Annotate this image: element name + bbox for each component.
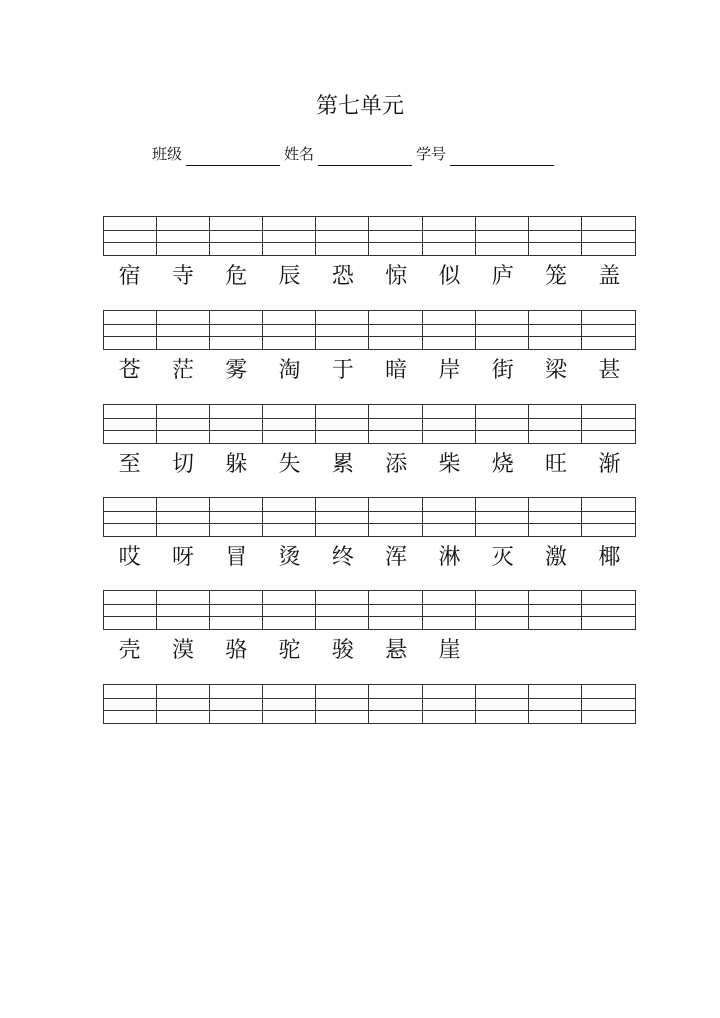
character: 躲 <box>225 452 248 477</box>
grid-cell[interactable] <box>582 405 635 419</box>
character: 柴 <box>438 452 461 477</box>
grid-cell[interactable] <box>423 711 476 723</box>
grid-cell[interactable] <box>316 337 369 349</box>
grid-cell[interactable] <box>476 685 529 699</box>
grid-cell[interactable] <box>316 217 369 231</box>
grid-cell[interactable] <box>316 431 369 443</box>
grid-cell[interactable] <box>423 524 476 536</box>
grid-cell[interactable] <box>369 524 422 536</box>
grid-cell[interactable] <box>104 217 157 231</box>
grid-cell[interactable] <box>157 405 210 419</box>
character: 茫 <box>171 358 194 383</box>
grid-cell[interactable] <box>369 685 422 699</box>
grid-cell[interactable] <box>210 498 263 512</box>
grid-cell[interactable] <box>476 325 529 337</box>
grid-cell[interactable] <box>104 231 157 243</box>
character: 添 <box>385 452 408 477</box>
grid-cell[interactable] <box>210 325 263 337</box>
grid-cell[interactable] <box>210 311 263 325</box>
grid-cell[interactable] <box>582 325 635 337</box>
grid-cell[interactable] <box>529 419 582 431</box>
grid-cell[interactable] <box>582 699 635 711</box>
character: 壳 <box>118 638 141 663</box>
grid-cell[interactable] <box>104 685 157 699</box>
grid-cell[interactable] <box>369 405 422 419</box>
grid-cell[interactable] <box>104 605 157 617</box>
grid-cell[interactable] <box>529 311 582 325</box>
grid-cell[interactable] <box>582 711 635 723</box>
grid-cell[interactable] <box>104 419 157 431</box>
character-row-5 <box>103 633 636 669</box>
grid-cell[interactable] <box>157 498 210 512</box>
grid-cell[interactable] <box>529 231 582 243</box>
grid-cell[interactable] <box>104 498 157 512</box>
grid-cell[interactable] <box>476 512 529 524</box>
character: 失 <box>278 452 301 477</box>
grid-cell[interactable] <box>529 325 582 337</box>
grid-cell[interactable] <box>157 217 210 231</box>
grid-cell[interactable] <box>104 325 157 337</box>
grid-cell[interactable] <box>157 512 210 524</box>
character: 冒 <box>225 545 248 570</box>
grid-cell[interactable] <box>423 699 476 711</box>
grid-cell[interactable] <box>210 591 263 605</box>
grid-cell[interactable] <box>423 419 476 431</box>
grid-cell[interactable] <box>104 524 157 536</box>
character: 灭 <box>491 545 514 570</box>
character: 暗 <box>385 358 408 383</box>
grid-cell[interactable] <box>157 231 210 243</box>
character: 寺 <box>171 264 194 289</box>
character: 惊 <box>385 264 408 289</box>
grid-cell[interactable] <box>529 337 582 349</box>
character: 骆 <box>225 638 248 663</box>
grid-cell[interactable] <box>582 243 635 255</box>
grid-cell[interactable] <box>582 337 635 349</box>
grid-cell[interactable] <box>263 685 316 699</box>
character: 终 <box>331 545 354 570</box>
grid-cell[interactable] <box>316 711 369 723</box>
grid-cell[interactable] <box>423 512 476 524</box>
grid-cell[interactable] <box>157 711 210 723</box>
grid-cell[interactable] <box>210 419 263 431</box>
character: 浑 <box>385 545 408 570</box>
grid-cell[interactable] <box>476 524 529 536</box>
character: 漠 <box>171 638 194 663</box>
grid-cell[interactable] <box>316 524 369 536</box>
character: 骏 <box>331 638 354 663</box>
grid-cell[interactable] <box>104 431 157 443</box>
grid-cell[interactable] <box>582 524 635 536</box>
grid-cell[interactable] <box>263 524 316 536</box>
grid-cell[interactable] <box>104 699 157 711</box>
grid-cell[interactable] <box>316 405 369 419</box>
grid-cell[interactable] <box>263 231 316 243</box>
grid-cell[interactable] <box>210 337 263 349</box>
grid-cell[interactable] <box>476 419 529 431</box>
grid-cell[interactable] <box>369 431 422 443</box>
grid-cell[interactable] <box>582 605 635 617</box>
character: 烫 <box>278 545 301 570</box>
grid-cell[interactable] <box>529 591 582 605</box>
grid-cell[interactable] <box>210 431 263 443</box>
grid-cell[interactable] <box>104 243 157 255</box>
grid-cell[interactable] <box>582 512 635 524</box>
grid-cell[interactable] <box>263 617 316 629</box>
character: 盖 <box>598 264 621 289</box>
character-row-1 <box>103 259 636 295</box>
character: 恐 <box>331 264 354 289</box>
grid-cell[interactable] <box>476 231 529 243</box>
grid-cell[interactable] <box>316 512 369 524</box>
grid-cell[interactable] <box>423 617 476 629</box>
character: 岸 <box>438 358 461 383</box>
writing-grid-2 <box>103 310 636 350</box>
character: 辰 <box>278 264 301 289</box>
name-blank[interactable] <box>318 149 412 166</box>
grid-cell[interactable] <box>529 512 582 524</box>
writing-grid-6 <box>103 684 636 724</box>
grid-cell[interactable] <box>210 512 263 524</box>
character: 至 <box>118 452 141 477</box>
grid-cell[interactable] <box>104 591 157 605</box>
grid-cell[interactable] <box>529 711 582 723</box>
grid-cell[interactable] <box>316 498 369 512</box>
grid-cell[interactable] <box>423 325 476 337</box>
grid-cell[interactable] <box>157 605 210 617</box>
grid-cell[interactable] <box>582 419 635 431</box>
grid-cell[interactable] <box>210 231 263 243</box>
grid-cell[interactable] <box>316 685 369 699</box>
grid-cell[interactable] <box>316 617 369 629</box>
grid-cell[interactable] <box>210 699 263 711</box>
writing-grid-3 <box>103 404 636 444</box>
grid-cell[interactable] <box>104 617 157 629</box>
character: 笼 <box>545 264 568 289</box>
character: 苍 <box>118 358 141 383</box>
character: 甚 <box>598 358 621 383</box>
character: 哎 <box>118 545 141 570</box>
grid-cell[interactable] <box>423 685 476 699</box>
character-row-2 <box>103 353 636 389</box>
grid-cell[interactable] <box>104 405 157 419</box>
grid-cell[interactable] <box>263 431 316 443</box>
grid-cell[interactable] <box>316 243 369 255</box>
grid-cell[interactable] <box>423 431 476 443</box>
grid-cell[interactable] <box>423 231 476 243</box>
grid-cell[interactable] <box>316 699 369 711</box>
student-info-row <box>152 142 558 166</box>
grid-cell[interactable] <box>369 337 422 349</box>
grid-cell[interactable] <box>316 231 369 243</box>
grid-cell[interactable] <box>476 431 529 443</box>
grid-cell[interactable] <box>157 524 210 536</box>
number-blank[interactable] <box>450 149 554 166</box>
grid-cell[interactable] <box>316 419 369 431</box>
character: 危 <box>225 264 248 289</box>
grid-cell[interactable] <box>529 617 582 629</box>
grid-cell[interactable] <box>316 591 369 605</box>
character: 似 <box>438 264 461 289</box>
grid-cell[interactable] <box>263 699 316 711</box>
grid-cell[interactable] <box>423 217 476 231</box>
grid-cell[interactable] <box>476 498 529 512</box>
character: 梁 <box>545 358 568 383</box>
grid-cell[interactable] <box>582 431 635 443</box>
grid-cell[interactable] <box>369 231 422 243</box>
character: 烧 <box>491 452 514 477</box>
grid-cell[interactable] <box>476 591 529 605</box>
grid-cell[interactable] <box>157 617 210 629</box>
grid-cell[interactable] <box>476 337 529 349</box>
grid-cell[interactable] <box>582 498 635 512</box>
grid-cell[interactable] <box>582 217 635 231</box>
grid-cell[interactable] <box>369 512 422 524</box>
grid-cell[interactable] <box>157 591 210 605</box>
grid-cell[interactable] <box>529 685 582 699</box>
character: 驼 <box>278 638 301 663</box>
character: 切 <box>171 452 194 477</box>
grid-cell[interactable] <box>263 217 316 231</box>
grid-cell[interactable] <box>316 605 369 617</box>
grid-cell[interactable] <box>210 217 263 231</box>
character: 激 <box>545 545 568 570</box>
grid-cell[interactable] <box>423 243 476 255</box>
grid-cell[interactable] <box>369 498 422 512</box>
grid-cell[interactable] <box>582 617 635 629</box>
number-label: 学号 <box>416 145 447 163</box>
class-label: 班级 <box>152 145 183 163</box>
grid-cell[interactable] <box>369 325 422 337</box>
character: 渐 <box>598 452 621 477</box>
grid-cell[interactable] <box>423 498 476 512</box>
grid-cell[interactable] <box>423 337 476 349</box>
grid-cell[interactable] <box>263 325 316 337</box>
grid-cell[interactable] <box>263 311 316 325</box>
writing-grid-4 <box>103 497 636 537</box>
grid-cell[interactable] <box>263 243 316 255</box>
grid-cell[interactable] <box>369 617 422 629</box>
grid-cell[interactable] <box>210 711 263 723</box>
character: 崖 <box>438 638 461 663</box>
grid-cell[interactable] <box>104 711 157 723</box>
grid-cell[interactable] <box>582 231 635 243</box>
character-row-3 <box>103 447 636 483</box>
grid-cell[interactable] <box>369 605 422 617</box>
grid-cell[interactable] <box>263 337 316 349</box>
grid-cell[interactable] <box>529 524 582 536</box>
grid-cell[interactable] <box>263 405 316 419</box>
character: 淘 <box>278 358 301 383</box>
grid-cell[interactable] <box>529 431 582 443</box>
character: 椰 <box>598 545 621 570</box>
grid-cell[interactable] <box>423 605 476 617</box>
grid-cell[interactable] <box>476 699 529 711</box>
grid-cell[interactable] <box>157 699 210 711</box>
grid-cell[interactable] <box>423 405 476 419</box>
grid-cell[interactable] <box>157 685 210 699</box>
grid-cell[interactable] <box>529 243 582 255</box>
character-row-4 <box>103 540 636 576</box>
character: 宿 <box>118 264 141 289</box>
grid-cell[interactable] <box>316 311 369 325</box>
character: 于 <box>331 358 354 383</box>
grid-cell[interactable] <box>529 498 582 512</box>
grid-cell[interactable] <box>476 311 529 325</box>
grid-cell[interactable] <box>369 243 422 255</box>
grid-cell[interactable] <box>529 605 582 617</box>
grid-cell[interactable] <box>157 243 210 255</box>
grid-cell[interactable] <box>582 685 635 699</box>
grid-cell[interactable] <box>157 337 210 349</box>
grid-cell[interactable] <box>476 617 529 629</box>
grid-cell[interactable] <box>529 699 582 711</box>
grid-cell[interactable] <box>210 617 263 629</box>
grid-cell[interactable] <box>210 405 263 419</box>
grid-cell[interactable] <box>263 498 316 512</box>
grid-cell[interactable] <box>210 243 263 255</box>
writing-grid-1 <box>103 216 636 256</box>
grid-cell[interactable] <box>316 325 369 337</box>
class-blank[interactable] <box>186 149 280 166</box>
grid-cell[interactable] <box>582 591 635 605</box>
grid-cell[interactable] <box>263 591 316 605</box>
grid-cell[interactable] <box>263 711 316 723</box>
grid-cell[interactable] <box>476 405 529 419</box>
grid-cell[interactable] <box>369 311 422 325</box>
character: 庐 <box>491 264 514 289</box>
grid-cell[interactable] <box>104 337 157 349</box>
grid-cell[interactable] <box>529 405 582 419</box>
character: 呀 <box>171 545 194 570</box>
grid-cell[interactable] <box>369 419 422 431</box>
grid-cell[interactable] <box>104 311 157 325</box>
character: 悬 <box>385 638 408 663</box>
grid-cell[interactable] <box>476 217 529 231</box>
character: 旺 <box>545 452 568 477</box>
grid-cell[interactable] <box>157 419 210 431</box>
grid-cell[interactable] <box>582 311 635 325</box>
grid-cell[interactable] <box>476 243 529 255</box>
grid-cell[interactable] <box>157 311 210 325</box>
page-title: 第七单元 <box>315 94 404 119</box>
character: 街 <box>491 358 514 383</box>
writing-grid-5 <box>103 590 636 630</box>
grid-cell[interactable] <box>210 524 263 536</box>
grid-cell[interactable] <box>476 605 529 617</box>
grid-cell[interactable] <box>369 591 422 605</box>
name-label: 姓名 <box>284 145 315 163</box>
grid-cell[interactable] <box>263 605 316 617</box>
character: 雾 <box>225 358 248 383</box>
grid-cell[interactable] <box>263 419 316 431</box>
grid-cell[interactable] <box>210 685 263 699</box>
grid-cell[interactable] <box>423 311 476 325</box>
grid-cell[interactable] <box>263 512 316 524</box>
character: 累 <box>331 452 354 477</box>
grid-cell[interactable] <box>423 591 476 605</box>
grid-cell[interactable] <box>210 605 263 617</box>
grid-cell[interactable] <box>369 217 422 231</box>
grid-cell[interactable] <box>104 512 157 524</box>
grid-cell[interactable] <box>476 711 529 723</box>
grid-cell[interactable] <box>157 431 210 443</box>
grid-cell[interactable] <box>369 699 422 711</box>
grid-cell[interactable] <box>157 325 210 337</box>
grid-cell[interactable] <box>529 217 582 231</box>
character: 淋 <box>438 545 461 570</box>
grid-cell[interactable] <box>369 711 422 723</box>
